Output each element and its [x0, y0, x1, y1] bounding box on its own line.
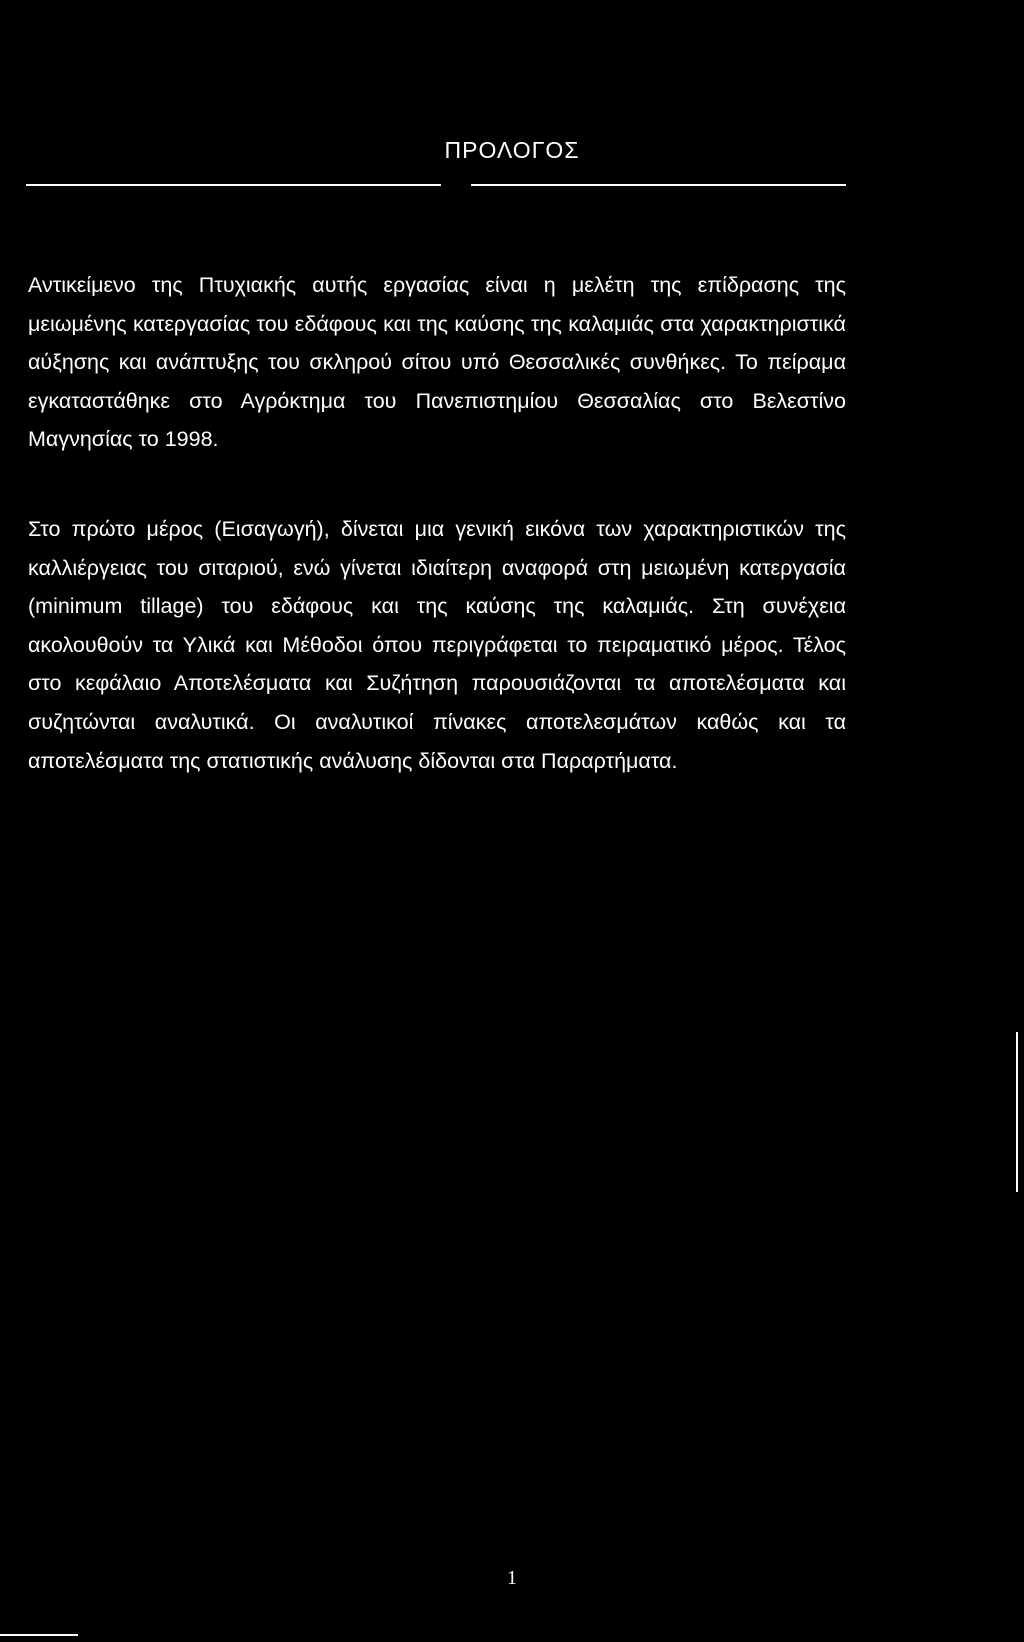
paragraph-2: Στο πρώτο μέρος (Εισαγωγή), δίνεται μια γενική εικόνα των χαρακτηριστικών της καλλιέργειας του σιταριού, ενώ γίνεται ιδιαίτερη αναφορά στη μειωμένη κατεργασία (minimum tillage) του εδάφους και της καύσης της καλαμιάς. Στη συνέχεια ακολουθούν τα Υλικά και Μέθοδοι όπου περιγράφεται το πειραματικό μέρος. Τέλος στο κεφάλαιο Αποτελέσματα και Συζήτηση παρουσιάζονται τα αποτελέσματα και συζητώνται αναλυτικά. Οι αναλυτικοί πίνακες αποτελεσμάτων καθώς και τα αποτελέσματα της στατιστικής ανάλυσης δίδονται στα Παραρτήματα.: [28, 517, 846, 773]
page-title: ΠΡΟΛΟΓΟΣ: [444, 137, 580, 163]
underline-gap: [441, 184, 471, 186]
paragraph-1: Αντικείμενο της Πτυχιακής αυτής εργασίας είναι η μελέτη της επίδρασης της μειωμένης κατεργασίας του εδάφους και της καύσης της καλαμιάς στα χαρακτηριστικά αύξησης και ανάπτυξης του σκληρού σίτου υπό Θεσσαλικές συνθήκες. Το πείραμα εγκαταστάθηκε στο Αγρόκτημα του Πανεπιστημίου Θεσσαλίας στο Βελεστίνο Μαγνησίας το 1998.: [28, 273, 846, 452]
scan-edge-line: [1016, 1032, 1018, 1192]
scan-corner-line: [0, 1634, 78, 1636]
title-underline: [26, 184, 846, 186]
page-number: 1: [507, 1567, 517, 1589]
